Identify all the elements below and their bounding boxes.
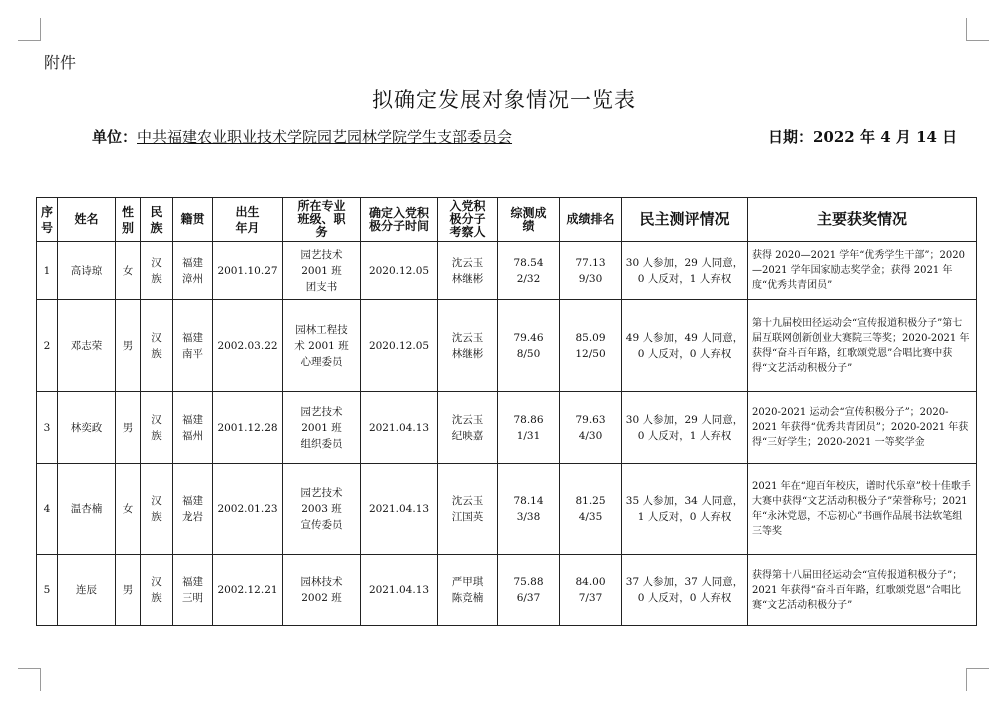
table-row xyxy=(37,392,977,464)
cell-democratic: 30 人参加，29 人同意， 0 人反对，1 人弃权 xyxy=(622,242,748,300)
cell-seq: 2 xyxy=(37,300,58,392)
unit-line xyxy=(92,126,512,147)
cell-seq: 3 xyxy=(37,392,58,464)
header-name: 姓名 xyxy=(58,198,116,242)
cell-name: 林奕政 xyxy=(58,392,116,464)
table-header-row xyxy=(37,198,977,242)
cell-democratic: 49 人参加，49 人同意， 0 人反对，0 人弃权 xyxy=(622,300,748,392)
cell-rank: 84.00 7/37 xyxy=(560,555,622,626)
cell-activist-time: 2020.12.05 xyxy=(361,300,438,392)
cell-birth: 2001.10.27 xyxy=(213,242,283,300)
cell-ethnicity: 汉族 xyxy=(141,300,173,392)
cell-democratic: 35 人参加，34 人同意， 1 人反对，0 人弃权 xyxy=(622,464,748,555)
attachment-label: 附件 xyxy=(44,53,77,72)
cell-gender: 男 xyxy=(116,555,141,626)
cell-seq: 5 xyxy=(37,555,58,626)
cell-name: 高诗琼 xyxy=(58,242,116,300)
cell-score: 78.86 1/31 xyxy=(498,392,560,464)
crop-mark-top-right xyxy=(966,18,989,41)
cell-awards: 2020-2021 运动会“宣传积极分子”；2020-2021 年获得“优秀共青团员”；2020-2021 年获得“三好学生；2020-2021 一等奖学金 xyxy=(748,392,977,464)
cell-score: 75.88 6/37 xyxy=(498,555,560,626)
cell-activist-time: 2021.04.13 xyxy=(361,464,438,555)
crop-mark-top-left xyxy=(18,18,41,41)
cell-native-place: 福建南平 xyxy=(173,300,213,392)
candidates-table xyxy=(36,197,977,626)
cell-democratic: 37 人参加，37 人同意， 0 人反对，0 人弃权 xyxy=(622,555,748,626)
header-ethnicity: 民族 xyxy=(141,198,173,242)
cell-activist-time: 2020.12.05 xyxy=(361,242,438,300)
cell-birth: 2002.12.21 xyxy=(213,555,283,626)
cell-inspector: 严甲琪 陈竞楠 xyxy=(438,555,498,626)
crop-mark-bottom-right xyxy=(966,668,989,691)
cell-class-post: 园艺技术 2001 班 团支书 xyxy=(283,242,361,300)
crop-mark-bottom-left xyxy=(18,668,41,691)
table-row xyxy=(37,242,977,300)
header-class-post: 所在专业班级、职务 xyxy=(283,198,361,242)
unit-value: 中共福建农业职业技术学院园艺园林学院学生支部委员会 xyxy=(137,128,513,146)
cell-rank: 79.63 4/30 xyxy=(560,392,622,464)
page-title: 拟确定发展对象情况一览表 xyxy=(372,88,636,112)
header-inspector: 入党积极分子考察人 xyxy=(438,198,498,242)
header-gender: 性别 xyxy=(116,198,141,242)
cell-rank: 81.25 4/35 xyxy=(560,464,622,555)
cell-native-place: 福建漳州 xyxy=(173,242,213,300)
cell-class-post: 园艺技术 2001 班 组织委员 xyxy=(283,392,361,464)
cell-seq: 1 xyxy=(37,242,58,300)
cell-class-post: 园艺技术 2003 班 宣传委员 xyxy=(283,464,361,555)
header-score: 综测成绩 xyxy=(498,198,560,242)
cell-birth: 2002.03.22 xyxy=(213,300,283,392)
cell-native-place: 福建福州 xyxy=(173,392,213,464)
unit-label: 单位： xyxy=(92,128,138,146)
header-activist-time: 确定入党积极分子时间 xyxy=(361,198,438,242)
header-awards: 主要获奖情况 xyxy=(748,198,977,242)
cell-rank: 85.09 12/50 xyxy=(560,300,622,392)
cell-gender: 女 xyxy=(116,464,141,555)
cell-rank: 77.13 9/30 xyxy=(560,242,622,300)
cell-name: 连辰 xyxy=(58,555,116,626)
date-line: 日期：2022 年 4 月 14 日 xyxy=(768,128,958,146)
cell-ethnicity: 汉族 xyxy=(141,242,173,300)
cell-score: 79.46 8/50 xyxy=(498,300,560,392)
cell-name: 温杏楠 xyxy=(58,464,116,555)
table-row xyxy=(37,300,977,392)
cell-awards: 获得第十八届田径运动会“宣传报道积极分子”；2021 年获得“奋斗百年路，红歌颂党恩”合唱比赛“文艺活动积极分子” xyxy=(748,555,977,626)
cell-awards: 第十九届校田径运动会“宣传报道积极分子”第七届互联网创新创业大赛院三等奖；2020-2021 年获得“奋斗百年路，红歌颂党恩”合唱比赛中获得“文艺活动积极分子” xyxy=(748,300,977,392)
header-birth: 出生年月 xyxy=(213,198,283,242)
cell-inspector: 沈云玉 纪映嘉 xyxy=(438,392,498,464)
cell-score: 78.54 2/32 xyxy=(498,242,560,300)
cell-awards: 获得 2020—2021 学年“优秀学生干部”；2020—2021 学年国家励志奖学金；获得 2021 年度“优秀共青团员” xyxy=(748,242,977,300)
cell-gender: 女 xyxy=(116,242,141,300)
cell-activist-time: 2021.04.13 xyxy=(361,555,438,626)
cell-name: 邓志荣 xyxy=(58,300,116,392)
cell-awards: 2021 年在“迎百年校庆，谱时代乐章”校十佳歌手大赛中获得“文艺活动积极分子”荣誉称号；2021 年“永沐党恩，不忘初心”书画作品展书法软笔组三等奖 xyxy=(748,464,977,555)
cell-gender: 男 xyxy=(116,300,141,392)
table-row xyxy=(37,555,977,626)
header-democratic: 民主测评情况 xyxy=(622,198,748,242)
cell-democratic: 30 人参加，29 人同意， 0 人反对，1 人弃权 xyxy=(622,392,748,464)
header-seq: 序号 xyxy=(37,198,58,242)
header-native-place: 籍贯 xyxy=(173,198,213,242)
cell-class-post: 园林工程技 术 2001 班 心理委员 xyxy=(283,300,361,392)
cell-ethnicity: 汉族 xyxy=(141,464,173,555)
cell-activist-time: 2021.04.13 xyxy=(361,392,438,464)
cell-inspector: 沈云玉 林继彬 xyxy=(438,300,498,392)
cell-seq: 4 xyxy=(37,464,58,555)
cell-birth: 2001.12.28 xyxy=(213,392,283,464)
cell-inspector: 沈云玉 林继彬 xyxy=(438,242,498,300)
cell-inspector: 沈云玉 江国英 xyxy=(438,464,498,555)
header-rank: 成绩排名 xyxy=(560,198,622,242)
cell-score: 78.14 3/38 xyxy=(498,464,560,555)
cell-native-place: 福建三明 xyxy=(173,555,213,626)
cell-native-place: 福建龙岩 xyxy=(173,464,213,555)
cell-gender: 男 xyxy=(116,392,141,464)
cell-class-post: 园林技术 2002 班 xyxy=(283,555,361,626)
table-row xyxy=(37,464,977,555)
cell-ethnicity: 汉族 xyxy=(141,555,173,626)
cell-ethnicity: 汉族 xyxy=(141,392,173,464)
cell-birth: 2002.01.23 xyxy=(213,464,283,555)
